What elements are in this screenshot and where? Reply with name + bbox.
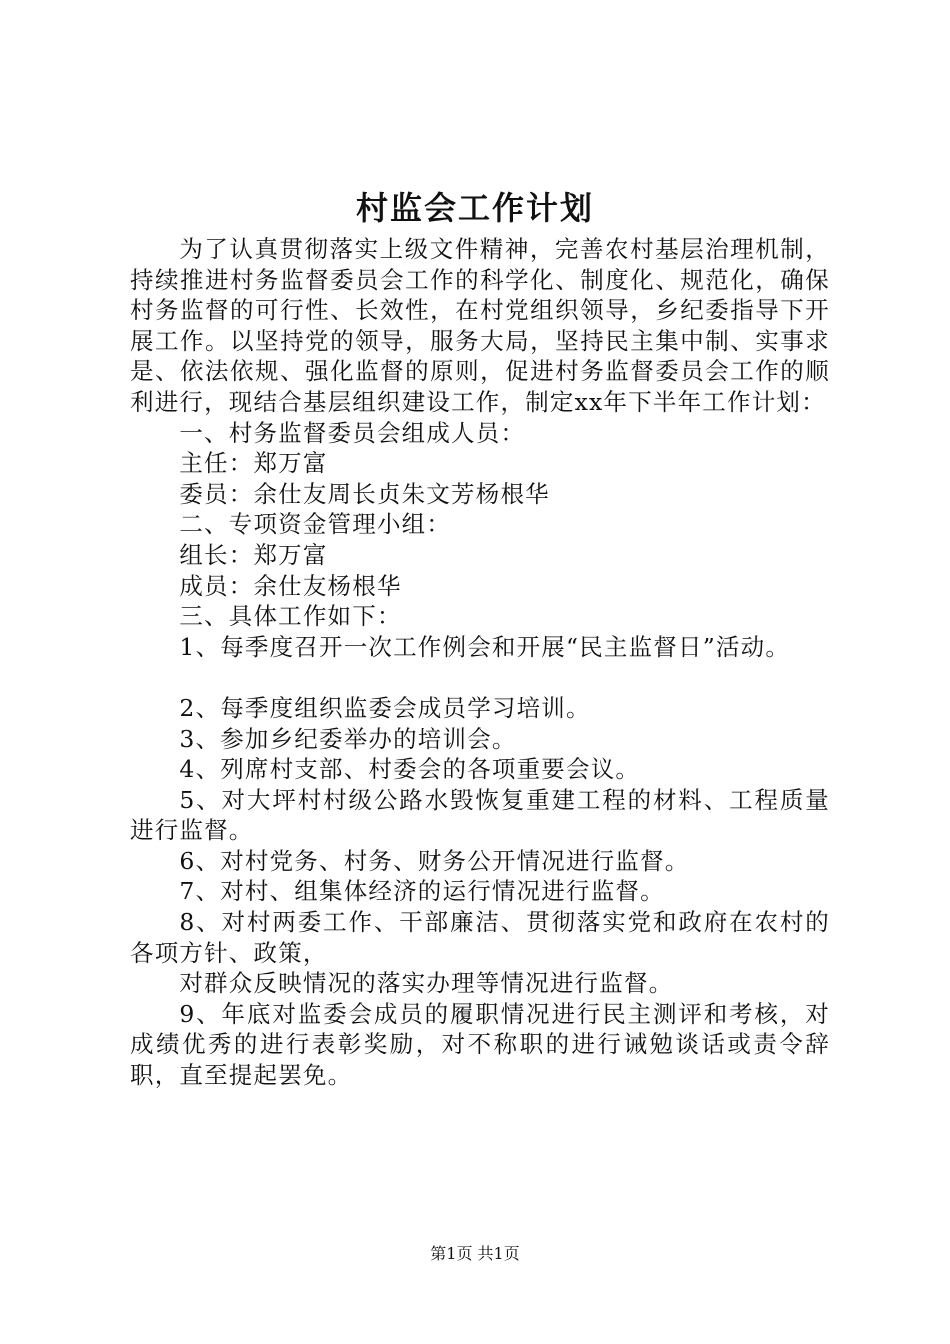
document-body <box>130 234 830 1091</box>
work-item: 8、对村两委工作、干部廉洁、贯彻落实党和政府在农村的各项方针、政策， <box>130 908 830 967</box>
section2-leader: 组长：郑万富 <box>179 540 328 569</box>
section2-members: 成员：余仕友杨根华 <box>179 571 402 600</box>
work-item: 7、对村、组集体经济的运行情况进行监督。 <box>179 877 665 906</box>
section1-members: 委员：余仕友周长贞朱文芳杨根华 <box>179 479 550 508</box>
intro-paragraph: 为了认真贯彻落实上级文件精神，完善农村基层治理机制，持续推进村务监督委员会工作的科学化、制度化、规范化，确保村务监督的可行性、长效性，在村党组织领导，乡纪委指导下开展工作。以坚持党的领导，服务大局，坚持民主集中制、实事求是、依法依规、强化监督的原则，促进村务监督委员会工作的顺利进行，现结合基层组织建设工作，制定xx年下半年工作计划： <box>130 235 830 416</box>
section1-heading: 一、村务监督委员会组成人员： <box>179 418 526 447</box>
page-number-footer: 第1页 共1页 <box>430 1244 520 1263</box>
work-item: 3、参加乡纪委举办的培训会。 <box>179 724 517 753</box>
blank-line <box>130 662 830 693</box>
work-item: 4、列席村支部、村委会的各项重要会议。 <box>179 755 641 784</box>
work-item: 1、每季度召开一次工作例会和开展“民主监督日”活动。 <box>179 632 791 661</box>
section3-heading: 三、具体工作如下： <box>179 602 402 631</box>
section1-director: 主任：郑万富 <box>179 449 328 478</box>
work-item: 9、年底对监委会成员的履职情况进行民主测评和考核，对成绩优秀的进行表彰奖励，对不称职的进行诫勉谈话或责令辞职，直至提起罢免。 <box>130 999 830 1090</box>
work-item: 2、每季度组织监委会成员学习培训。 <box>179 693 591 722</box>
document-title: 村监会工作计划 <box>355 189 594 227</box>
work-item: 5、对大坪村村级公路水毁恢复重建工程的材料、工程质量进行监督。 <box>130 785 830 845</box>
section2-heading: 二、专项资金管理小组： <box>179 510 452 539</box>
work-item: 6、对村党务、村务、财务公开情况进行监督。 <box>179 846 690 875</box>
work-item-continuation: 对群众反映情况的落实办理等情况进行监督。 <box>179 969 674 998</box>
